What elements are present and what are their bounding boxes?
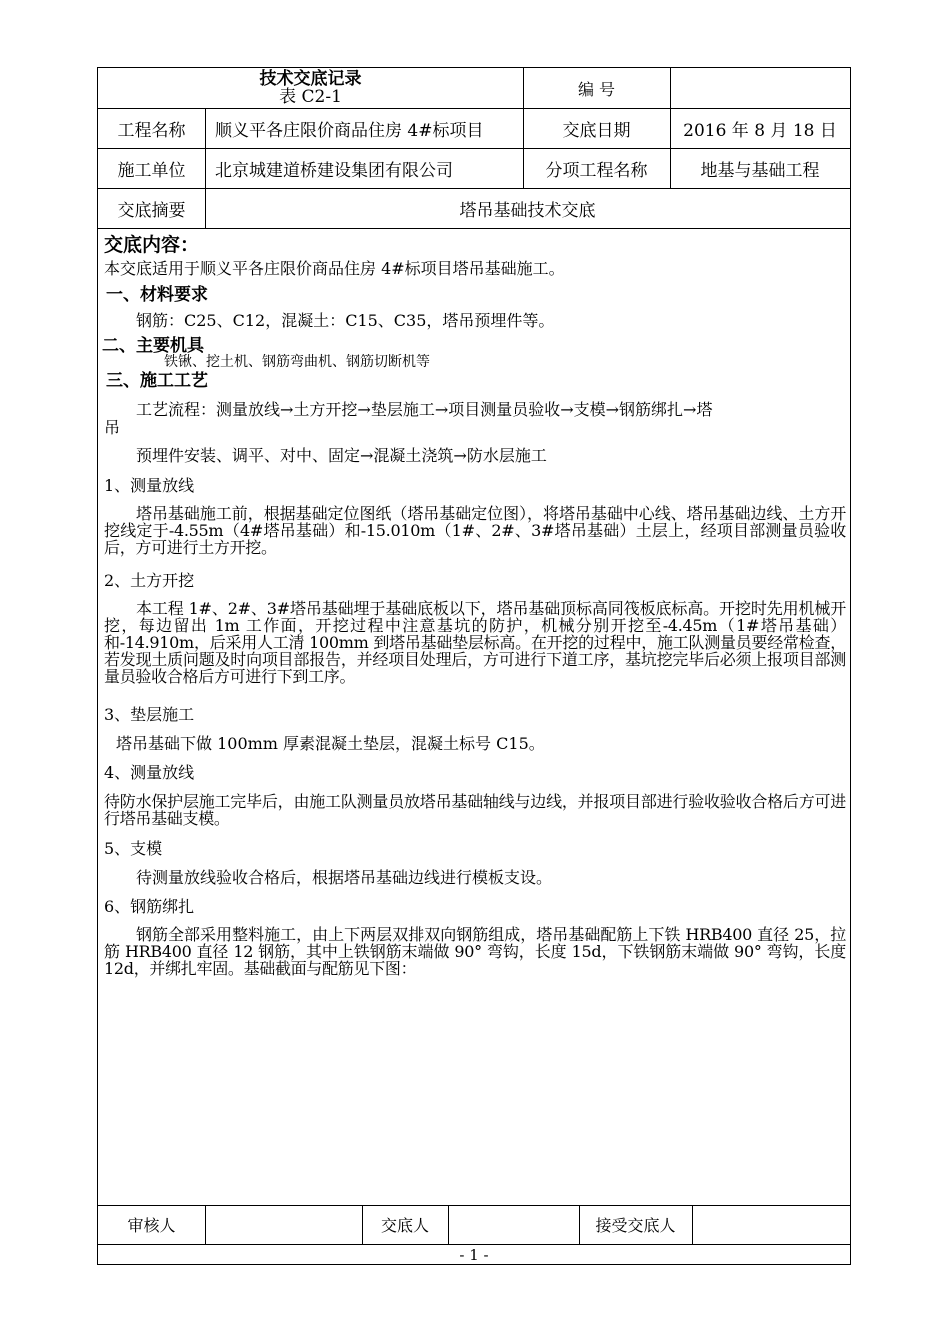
- step-1-text: 塔吊基础施工前，根据基础定位图纸（塔吊基础定位图），将塔吊基础中心线、塔吊基础边线、土方开挖线定于-4.55m（4#塔吊基础）和-15.010m（1#、2#、3#塔吊基础）土层上，经项目部测量员验收后，方可进行土方开挖。: [104, 504, 846, 557]
- receiver-label: 接受交底人: [595, 1216, 676, 1235]
- receiver-value[interactable]: [692, 1205, 850, 1244]
- intro-text: 本交底适用于顺义平各庄限价商品住房 4#标项目塔吊基础施工。: [104, 259, 565, 278]
- process-flow-line-3: 预埋件安装、调平、对中、固定→混凝土浇筑→防水层施工: [136, 446, 547, 465]
- form-title: 技术交底记录: [259, 69, 362, 89]
- project-label: 工程名称: [117, 120, 186, 141]
- form-number: 表 C2-1: [279, 87, 342, 107]
- step-5-title: 5、支模: [104, 839, 163, 858]
- step-3-text: 塔吊基础下做 100mm 厚素混凝土垫层，混凝土标号 C15。: [116, 734, 545, 753]
- reviewer-label: 审核人: [127, 1216, 176, 1235]
- discloser-label: 交底人: [380, 1216, 429, 1235]
- step-2-text: 本工程 1#、2#、3#塔吊基础埋于基础底板以下，塔吊基础顶标高同筏板底标高。开挖时先用机械开挖，每边留出 1m 工作面，开挖过程中注意基坑的防护，机械分别开挖至-4.45m（1#塔吊基础）和-14.910m，后采用人工清 100mm 到塔吊基础垫层标高。在开挖的过程中，施工队测量员要经常检查，若发现土质问题及时向项目部报告，并经项目处理后，方可进行下道工序，基坑挖完毕后必须上报项目部测量员验收合格后方可进行下到工序。: [104, 599, 846, 686]
- section-process-title: 三、施工工艺: [106, 371, 208, 391]
- process-flow-line-1: 工艺流程：测量放线→土方开挖→垫层施工→项目测量员验收→支模→钢筋绑扎→塔: [136, 400, 713, 419]
- project-value[interactable]: 顺义平各庄限价商品住房 4#标项目: [215, 120, 484, 141]
- number-label: 编 号: [577, 79, 616, 99]
- number-value[interactable]: [670, 68, 850, 108]
- section-materials-text: 钢筋：C25、C12，混凝土：C15、C35，塔吊预埋件等。: [136, 311, 555, 330]
- summary-label: 交底摘要: [117, 200, 186, 221]
- step-4-title: 4、测量放线: [104, 763, 195, 782]
- section-tools-text: 铁锹、挖土机、钢筋弯曲机、钢筋切断机等: [164, 354, 430, 370]
- date-label: 交底日期: [562, 120, 631, 141]
- page-number: - 1 -: [459, 1246, 489, 1264]
- unit-value[interactable]: 北京城建道桥建设集团有限公司: [215, 160, 453, 181]
- reviewer-value[interactable]: [205, 1205, 362, 1244]
- subproject-label: 分项工程名称: [545, 160, 648, 181]
- summary-value[interactable]: 塔吊基础技术交底: [459, 200, 596, 221]
- content-heading: 交底内容：: [104, 234, 200, 256]
- unit-label: 施工单位: [117, 160, 186, 181]
- subproject-value[interactable]: 地基与基础工程: [700, 160, 820, 181]
- step-2-title: 2、土方开挖: [104, 571, 195, 590]
- step-6-text: 钢筋全部采用整料施工，由上下两层双排双向钢筋组成，塔吊基础配筋上下铁 HRB400 直径 25，拉筋 HRB400 直径 12 钢筋，其中上铁钢筋末端做 90° 弯钩，长度 15d，下铁钢筋末端做 90° 弯钩，长度 12d，并绑扎牢固。基础截面与配筋见下图：: [104, 925, 846, 978]
- section-materials-title: 一、材料要求: [106, 285, 208, 305]
- step-3-title: 3、垫层施工: [104, 705, 195, 724]
- step-6-title: 6、钢筋绑扎: [104, 897, 195, 916]
- step-4-text: 待防水保护层施工完毕后，由施工队测量员放塔吊基础轴线与边线，并报项目部进行验收验收合格后方可进行塔吊基础支模。: [104, 792, 846, 828]
- step-1-title: 1、测量放线: [104, 476, 195, 495]
- process-flow-line-2: 吊: [104, 418, 121, 437]
- section-tools-title: 二、主要机具: [102, 336, 204, 356]
- step-5-text: 待测量放线验收合格后，根据塔吊基础边线进行模板支设。: [136, 868, 553, 887]
- date-value[interactable]: 2016 年 8 月 18 日: [683, 120, 837, 141]
- form-title-block: [98, 68, 523, 108]
- row-divider: [98, 228, 850, 229]
- discloser-value[interactable]: [448, 1205, 579, 1244]
